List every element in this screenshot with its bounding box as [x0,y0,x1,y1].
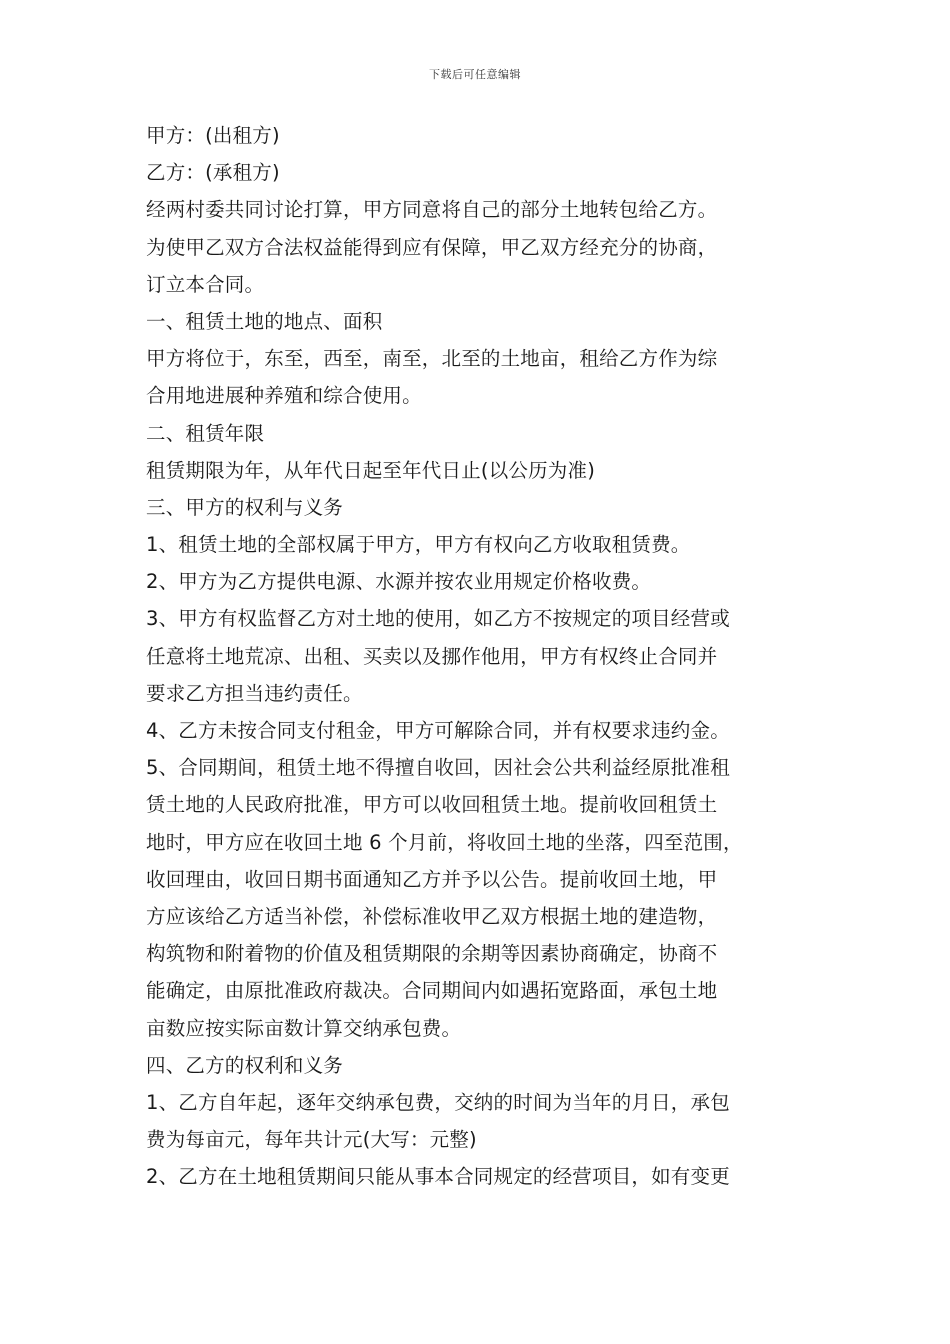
text-line: 5、合同期间，租赁土地不得擅自收回，因社会公共利益经原批准租 [146,756,730,780]
text-line: 订立本合同。 [146,272,265,296]
text-line: 3、甲方有权监督乙方对土地的使用，如乙方不按规定的项目经营或 [146,607,730,631]
text-line: 地时，甲方应在收回土地 6 个月前，将收回土地的坐落，四至范围， [146,830,743,854]
text-line: 合用地进展种养殖和综合使用。 [146,384,422,408]
document-body [146,117,826,1195]
text-line: 甲方：(出租方) [146,124,280,147]
text-line: 收回理由，收回日期书面通知乙方并予以公告。提前收回土地，甲 [146,867,718,891]
text-line: 任意将土地荒凉、出租、买卖以及挪作他用，甲方有权终止合同并 [146,644,718,668]
text-line: 方应该给乙方适当补偿，补偿标准收甲乙双方根据土地的建造物， [146,904,718,928]
section-heading: 二、租赁年限 [146,421,265,445]
text-line: 2、乙方在土地租赁期间只能从事本合同规定的经营项目，如有变更 [146,1165,730,1189]
text-line: 1、乙方自年起，逐年交纳承包费，交纳的时间为当年的月日，承包 [146,1090,730,1114]
section-heading: 一、租赁土地的地点、面积 [146,309,383,333]
text-line: 能确定，由原批准政府裁决。合同期间内如遇拓宽路面，承包土地 [146,979,718,1003]
section-heading: 三、甲方的权利与义务 [146,495,344,519]
text-line: 亩数应按实际亩数计算交纳承包费。 [146,1016,462,1040]
text-line: 4、乙方未按合同支付租金，甲方可解除合同，并有权要求违约金。 [146,719,730,742]
text-line: 为使甲乙双方合法权益能得到应有保障，甲乙双方经充分的协商， [146,235,718,259]
text-line: 赁土地的人民政府批准，甲方可以收回租赁土地。提前收回租赁土 [146,793,718,817]
text-line: 租赁期限为年，从年代日起至年代日止(以公历为准) [146,458,596,482]
header-note: 下载后可任意编辑 [429,68,521,81]
text-line: 1、租赁土地的全部权属于甲方，甲方有权向乙方收取租赁费。 [146,533,691,557]
text-line: 经两村委共同讨论打算，甲方同意将自己的部分土地转包给乙方。 [146,198,718,222]
text-line: 构筑物和附着物的价值及租赁期限的余期等因素协商确定，协商不 [146,942,718,966]
text-line: 2、甲方为乙方提供电源、水源并按农业用规定价格收费。 [146,570,652,594]
section-heading: 四、乙方的权利和义务 [146,1053,344,1077]
text-line: 乙方：(承租方) [146,161,280,185]
text-line: 费为每亩元，每年共计元(大写：元整) [146,1128,477,1152]
text-line: 甲方将位于，东至，西至，南至，北至的土地亩，租给乙方作为综 [146,347,718,371]
text-line: 要求乙方担当违约责任。 [146,681,363,705]
